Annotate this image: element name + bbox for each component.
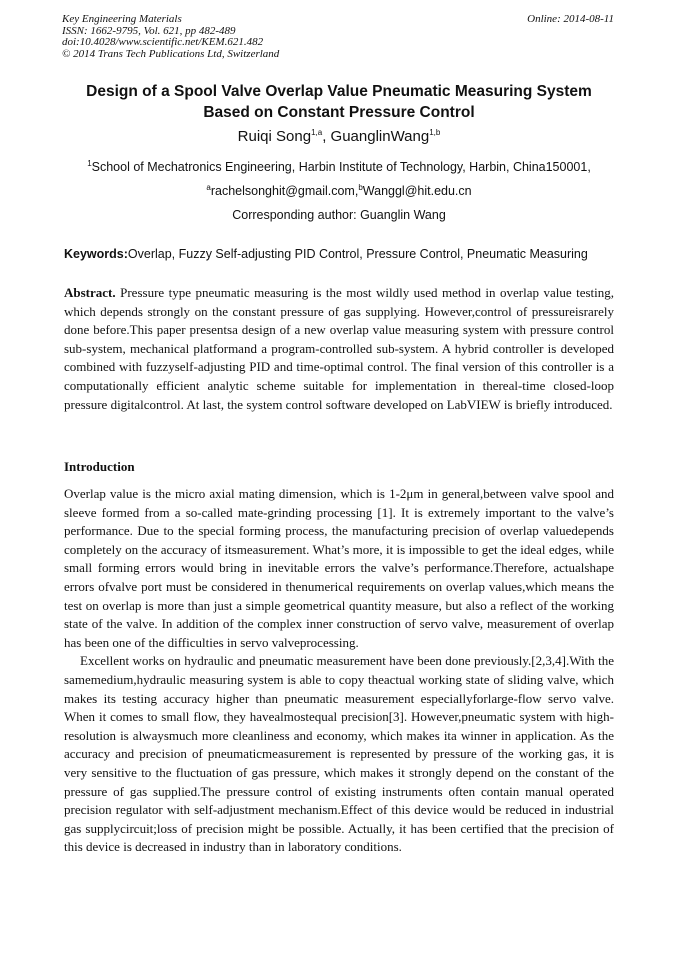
- journal-header: [62, 14, 279, 60]
- email-superscript: a: [206, 182, 211, 192]
- author-name: GuanglinWang: [330, 128, 430, 145]
- keywords-label: Keywords:: [64, 247, 128, 261]
- introduction-body: [64, 485, 614, 857]
- email-address: Wanggl@hit.edu.cn: [362, 184, 472, 198]
- email-superscript: b: [358, 182, 363, 192]
- author-superscript: 1,a: [311, 128, 323, 137]
- journal-copyright: © 2014 Trans Tech Publications Ltd, Switzerland: [62, 47, 280, 60]
- title-line-2: Based on Constant Pressure Control: [203, 104, 475, 121]
- paper-title: [40, 81, 638, 123]
- paragraph: Overlap value is the micro axial mating dimension, which is 1-2μm in general,between valve spool and sleeve formed from a so-called mate-grinding processing [1]. It is extremely important to the valve’s performance. Due to the special forming process, the manufacturing precision of overlap valuedepends completely on the accuracy of itsmeasurement. What’s more, it is impossible to get the ideal edges, while small forming errors would bring in inevitable errors the valve’s performance.Therefore, actualshape errors ofvalve port must be considered in thenumerical requirements on overlap values,which means the test on overlap is more than just a simple geometrical quantity measure, but also a reflect of the working state of the valve. In addition of the complex inner construction of servo valve, measurement of overlap has been one of the difficulties in servo valveprocessing.: [64, 486, 614, 650]
- abstract: [64, 284, 614, 414]
- section-heading-introduction: Introduction: [64, 459, 135, 474]
- affiliation-text: School of Mechatronics Engineering, Harbin Institute of Technology, Harbin, China150001,: [91, 160, 591, 174]
- journal-doi: doi:10.4028/www.scientific.net/KEM.621.482: [62, 36, 264, 49]
- affiliation: [30, 159, 648, 175]
- author-list: [40, 127, 638, 147]
- keywords-text: Overlap, Fuzzy Self-adjusting PID Control, Pressure Control, Pneumatic Measuring: [127, 247, 588, 261]
- abstract-label: Abstract.: [64, 285, 116, 300]
- email-address: rachelsonghit@gmail.com,: [210, 184, 359, 198]
- abstract-text: Pressure type pneumatic measuring is the most wildly used method in overlap value testing, which depends strongly on the constant pressure of gas supplying. However,control of pressureisrarely done before.This paper presentsa design of a new overlap value measuring system with pressure control sub-system, mechanical platformand a program-controlled sub-system. A hybrid controller is developed combined with fuzzyself-adjusting PID and time-optimal control. The final version of this controller is a computationally efficient analytic scheme suitable for implementation in thereal-time closed-loop pressure digitalcontrol. At last, the system control software developed on LabVIEW is briefly introduced.: [64, 285, 614, 412]
- affiliation-superscript: 1: [87, 158, 92, 168]
- keywords: [64, 246, 624, 262]
- author-superscript: 1,b: [429, 128, 441, 137]
- online-date: Online: 2014-08-11: [527, 13, 614, 25]
- author-separator: ,: [322, 128, 331, 145]
- paragraph: Excellent works on hydraulic and pneumatic measurement have been done previously.[2,3,4].With the samemedium,hydraulic measuring system is able to copy theactual working state of sliding valve, which makes its testing accuracy higher than pneumatic measurement especiallyforlarge-flow servo valve. When it comes to small flow, they havealmostequal precision[3]. However,pneumatic system with high-resolution is alwaysmuch more cleanliness and economy, which makes ita winner in application. As the accuracy and precision of pneumaticmeasurement is represented by pressure of the working gas, it is very sensitive to the fluctuation of gas pressure, which makes it strongly depend on the constant of the pressure of gas supplied.The pressure control of existing instruments often contain manual operated precision regulator with self-adjustment mechanism.Effect of this device would be reduced in industrial gas supplycircuit;loss of precision might be possible. Actually, it has been certified that the precision of this device is decreased in industry than in laboratory conditions.: [64, 653, 614, 855]
- journal-issn: ISSN: 1662-9795, Vol. 621, pp 482-489: [62, 24, 236, 37]
- corresponding-author: Corresponding author: Guanglin Wang: [232, 208, 446, 222]
- author-name: Ruiqi Song: [237, 128, 312, 145]
- journal-name: Key Engineering Materials: [62, 13, 182, 25]
- title-line-1: Design of a Spool Valve Overlap Value Pneumatic Measuring System: [86, 83, 592, 100]
- author-emails: [30, 183, 648, 199]
